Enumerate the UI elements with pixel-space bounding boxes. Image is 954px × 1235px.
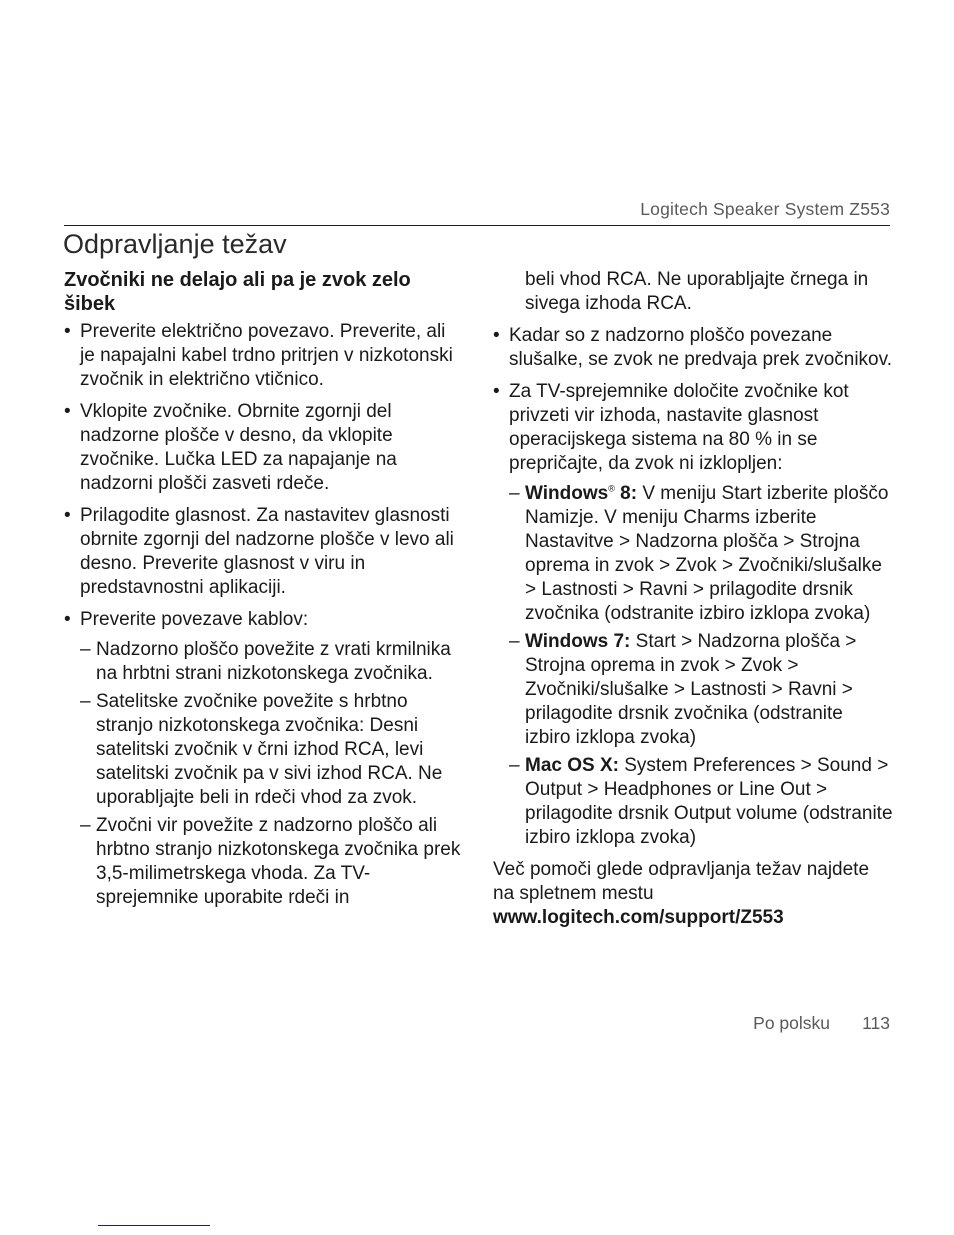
footer-language: Po polsku: [753, 1013, 830, 1033]
os-label: Windows 7:: [525, 631, 631, 652]
list-item: • Prilagodite glasnost. Za nastavitev glasnosti obrnite zgornji del nadzorne plošče v levo ali desno. Preverite glasnost v viru in predstavnostni aplikaciji.: [64, 504, 462, 600]
list-item: [64, 608, 462, 910]
list-item: [493, 380, 893, 850]
os-text: V meniju Start izberite ploščo Namizje. V meniju Charms izberite Nastavitve > Nadzorna plošča > Strojna oprema in zvok > Zvok > Zvočniki/slušalke > Lastnosti > Ravni > prilagodite drsnik zvočnika (odstranite izbiro izklopa zvoka): [525, 483, 889, 624]
subsection-title: Zvočniki ne delajo ali pa je zvok zelo šibek: [64, 269, 411, 315]
list-item: • Preverite električno povezavo. Preverite, ali je napajalni kabel trdno pritrjen v nizkotonski zvočnik in električno vtičnico.: [64, 320, 462, 392]
os-label: Windows: [525, 483, 609, 504]
os-text: Start > Nadzorna plošča > Strojna oprema in zvok > Zvok > Zvočniki/slušalke > Lastnosti > Ravni > prilagodite drsnik zvočnika (odstranite izbiro izklopa zvoka): [525, 631, 857, 748]
os-text: System Preferences > Sound > Output > Headphones or Line Out > prilagodite drsnik Output volume (odstranite izbiro izklopa zvoka): [525, 755, 893, 848]
more-help-text: [493, 858, 893, 930]
os-item-windows8: [509, 482, 893, 626]
os-item-macos: [509, 754, 893, 850]
os-instructions: [509, 482, 893, 850]
header-product-name: Logitech Speaker System Z553: [640, 199, 890, 219]
registered-mark: ®: [608, 483, 615, 494]
sub-list-item: – Zvočni vir povežite z nadzorno ploščo ali hrbtno stranjo nizkotonskega zvočnika prek 3,5-milimetrskega vhoda. Za TV-sprejemnike uporabite rdeči in: [80, 814, 462, 910]
support-url[interactable]: www.logitech.com/support/Z553: [493, 907, 784, 928]
right-column: [493, 268, 893, 930]
left-column: [64, 268, 462, 918]
sub-list: [80, 638, 462, 910]
sub-list-item: – Nadzorno ploščo povežite z vrati krmilnika na hrbtni strani nizkotonskega zvočnika.: [80, 638, 462, 686]
list-item: • Kadar so z nadzorno ploščo povezane slušalke, se zvok ne predvaja prek zvočnikov.: [493, 324, 893, 372]
list-item: • Vklopite zvočnike. Obrnite zgornji del nadzorne plošče v desno, da vklopite zvočnike. Lučka LED za napajanje na nadzorni plošči zasveti rdeče.: [64, 400, 462, 496]
os-item-windows7: [509, 630, 893, 750]
section-title: Odpravljanje težav: [63, 229, 287, 259]
bullet-list: [493, 324, 893, 850]
page-number: 113: [862, 1013, 890, 1033]
os-label: Mac OS X:: [525, 755, 619, 776]
bullet-list: [64, 320, 462, 910]
list-item-text: Preverite povezave kablov:: [80, 609, 309, 630]
sub-list-item: – Satelitske zvočnike povežite s hrbtno stranjo nizkotonskega zvočnika: Desni satelitski zvočnik v črni izhod RCA, levi satelitski zvočnik pa v sivi izhod RCA. Ne uporabljajte beli in rdeči vhod za zvok.: [80, 690, 462, 810]
more-help-sentence: Več pomoči glede odpravljanja težav najdete na spletnem mestu: [493, 859, 870, 904]
os-label-suffix: 8:: [614, 483, 638, 504]
bottom-rule: [98, 1225, 210, 1226]
continued-text: beli vhod RCA. Ne uporabljajte črnega in sivega izhoda RCA.: [525, 269, 869, 314]
list-item-text: Za TV-sprejemnike določite zvočnike kot privzeti vir izhoda, nastavite glasnost operacijskega sistema na 80 % in se prepričajte, da zvok ni izklopljen:: [509, 381, 849, 474]
header-rule: [64, 225, 890, 226]
